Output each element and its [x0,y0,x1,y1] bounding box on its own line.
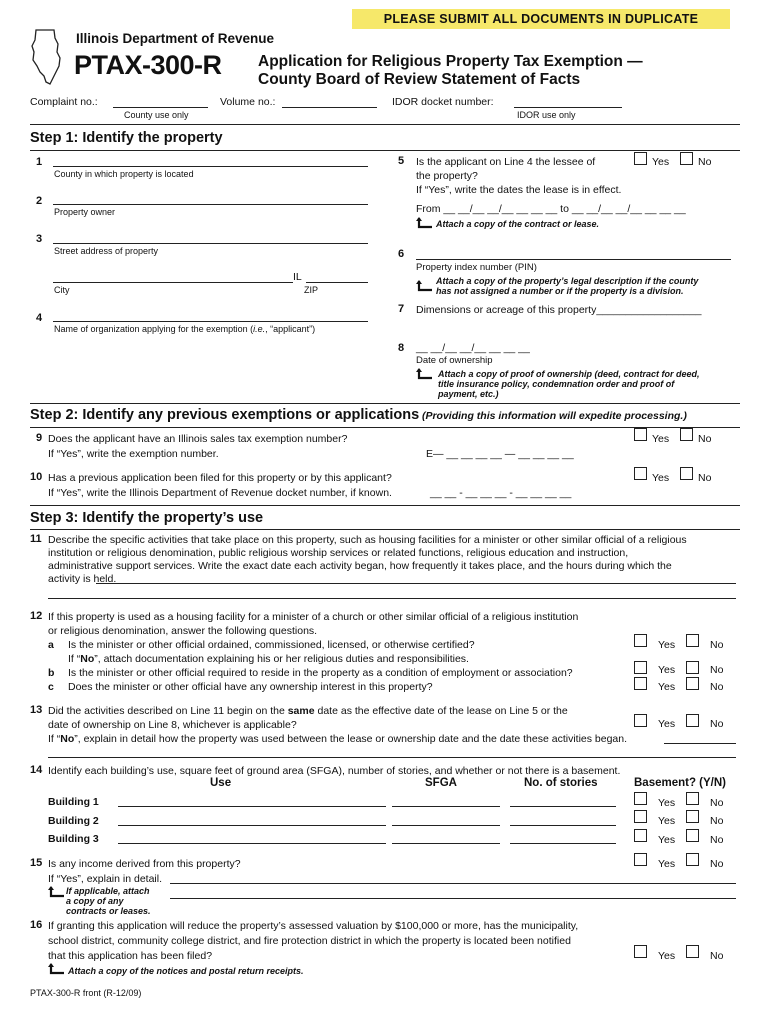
line-number-13: 13 [30,704,43,716]
building-2-no-checkbox[interactable] [686,810,699,823]
ownership-date-caption: Date of ownership [416,355,493,366]
q9-no-checkbox[interactable] [680,428,693,441]
line-number-14: 14 [30,764,43,776]
ownership-date-field[interactable]: __ __/__ __/__ __ __ __ [416,342,530,354]
q13-no-checkbox[interactable] [686,714,699,727]
q12c-no-label: No [710,681,724,693]
state-il: IL [293,271,302,283]
q15-attach-note-3: contracts or leases. [66,906,151,916]
building-1-use-field[interactable] [118,806,386,807]
q12b-yes-label: Yes [658,664,676,676]
q12a-sub-text: If “No”, attach documentation explaining his or her religious duties and responsibilities. [68,653,469,665]
q8-attach-note-1: Attach a copy of proof of ownership (deed, contract for deed, [438,369,700,379]
attach-arrow-icon [416,368,434,382]
line-number-11: 11 [30,533,42,545]
line-number-15: 15 [30,857,43,869]
q16-no-checkbox[interactable] [686,945,699,958]
building-3-sfga-field[interactable] [392,843,500,844]
q5-yes-label: Yes [652,156,670,168]
building-2-yes-label: Yes [658,815,676,827]
q11-text-1: Describe the specific activities that take place on this property, such as housing facilities for a minister or other similar official of a religious [48,534,687,546]
organization-name-field[interactable] [53,321,368,322]
lease-dates-field[interactable]: From __ __/__ __/__ __ __ __ to __ __/__ __/__ __ __ __ [416,203,686,215]
q9-yes-label: Yes [652,433,670,445]
q12a-no-checkbox[interactable] [686,634,699,647]
q13-explain-field-2[interactable] [48,757,736,758]
county-caption: County in which property is located [54,169,194,179]
income-explain-field-2[interactable] [170,898,736,899]
building-3-label: Building 3 [48,833,99,845]
q9-text: Does the applicant have an Illinois sales tax exemption number? [48,433,348,445]
building-2-yes-checkbox[interactable] [634,810,647,823]
q8-attach-note-3: payment, etc.) [438,389,499,399]
q12c-text: Does the minister or other official have any ownership interest in this property? [68,681,433,693]
building-3-yes-label: Yes [658,834,676,846]
attach-arrow-icon [416,217,434,231]
attach-arrow-icon [48,963,66,977]
q10-sub-text: If “Yes”, write the Illinois Department of Revenue docket number, if known. [48,487,392,499]
q12a-text: Is the minister or other official ordained, commissioned, licensed, or otherwise certified? [68,639,475,651]
step2-heading [30,407,687,423]
step3-title: Step 3: Identify the property’s use [30,510,264,526]
building-2-sfga-field[interactable] [392,825,500,826]
complaint-label: Complaint no.: [30,96,98,108]
q12c-letter: c [48,681,54,693]
q11-text-3: administrative support services. Write the exact date each activity began, how frequently it takes place, and the hours during which the [48,560,672,572]
q12a-letter: a [48,639,54,651]
attach-arrow-icon [48,886,66,900]
q12b-no-checkbox[interactable] [686,661,699,674]
exemption-number-field[interactable]: E— __ __ __ __ — __ __ __ __ [426,448,574,460]
step1-title: Step 1: Identify the property [30,130,223,146]
pin-attach-note-1: Attach a copy of the property’s legal description if the county [436,276,699,286]
building-3-yes-checkbox[interactable] [634,829,647,842]
line-number-4: 4 [36,312,43,324]
attach-arrow-icon [416,280,434,294]
agency-name: Illinois Department of Revenue [76,31,275,46]
illinois-state-outline-icon [30,28,64,86]
pin-caption: Property index number (PIN) [416,262,537,273]
line-number-5: 5 [398,155,405,167]
pin-field[interactable] [416,259,731,260]
q12b-letter: b [48,667,55,679]
idor-docket-field[interactable] [514,107,622,108]
q5-attach-note: Attach a copy of the contract or lease. [436,219,600,229]
q5-text-2: the property? [416,170,478,182]
q10-no-checkbox[interactable] [680,467,693,480]
line-number-1: 1 [36,156,43,168]
q15-attach-note-2: a copy of any [66,896,124,906]
q12c-yes-label: Yes [658,681,676,693]
step2-note: (Providing this information will expedite processing.) [421,410,687,422]
q9-yes-checkbox[interactable] [634,428,647,441]
line-number-9: 9 [36,432,43,444]
form-footer: PTAX-300-R front (R-12/09) [30,988,142,998]
line-number-10: 10 [30,471,43,483]
q13-yes-checkbox[interactable] [634,714,647,727]
q10-no-label: No [698,472,712,484]
step2-title: Step 2: Identify any previous exemptions or applications [30,407,420,423]
form-title-line1: Application for Religious Property Tax Exemption — [258,53,643,70]
col-use-header: Use [210,777,232,789]
building-1-sfga-field[interactable] [392,806,500,807]
building-2-label: Building 2 [48,815,99,827]
q12c-no-checkbox[interactable] [686,677,699,690]
q13-text-2: date of ownership on Line 8, whichever is applicable? [48,719,297,731]
q12b-text: Is the minister or other official required to reside in the property as a condition of employment or association? [68,667,573,679]
building-3-no-label: No [710,834,724,846]
col-basement-header: Basement? (Y/N) [634,777,727,789]
q15-yes-label: Yes [658,858,676,870]
q9-no-label: No [698,433,712,445]
q13-no-label: No [710,718,724,730]
building-2-use-field[interactable] [118,825,386,826]
form-id: PTAX-300-R [74,50,222,80]
building-1-yes-checkbox[interactable] [634,792,647,805]
q5-text-1: Is the applicant on Line 4 the lessee of [416,156,596,168]
q15-yes-checkbox[interactable] [634,853,647,866]
q13-text-1: Did the activities described on Line 11 begin on the same date as the effective date of the lease on Line 5 or the [48,705,568,717]
building-1-no-checkbox[interactable] [686,792,699,805]
q16-text-3: that this application has been filed? [48,950,213,962]
q12b-no-label: No [710,664,724,676]
idor-docket-label: IDOR docket number: [392,96,494,108]
street-address-field[interactable] [53,243,368,244]
q5-no-checkbox[interactable] [680,152,693,165]
q5-yes-checkbox[interactable] [634,152,647,165]
dimensions-field[interactable]: Dimensions or acreage of this property__________________ [416,304,702,316]
col-stories-header: No. of stories [524,777,598,789]
duplicate-banner: PLEASE SUBMIT ALL DOCUMENTS IN DUPLICATE [352,9,730,29]
property-owner-caption: Property owner [54,207,116,217]
complaint-number-field[interactable] [113,107,208,108]
q8-attach-note-2: title insurance policy, condemnation order and proof of [438,379,675,389]
building-1-no-label: No [710,797,724,809]
organization-caption: Name of organization applying for the exemption (i.e., “applicant”) [54,324,316,334]
activities-field-line-1[interactable] [96,583,736,584]
line-number-3: 3 [36,233,43,245]
q16-no-label: No [710,950,724,962]
zip-field[interactable] [306,282,368,283]
q5-text-3: If “Yes”, write the dates the lease is in effect. [416,184,622,196]
q16-yes-label: Yes [658,950,676,962]
q15-no-label: No [710,858,724,870]
q12-text-2: or religious denomination, answer the following questions. [48,625,318,637]
building-1-stories-field[interactable] [510,806,616,807]
building-1-label: Building 1 [48,796,99,808]
form-title-line2: County Board of Review Statement of Facts [258,71,581,88]
q13-yes-label: Yes [658,718,676,730]
line-number-6: 6 [398,248,405,260]
q12c-yes-checkbox[interactable] [634,677,647,690]
q15-attach-note-1: If applicable, attach [66,886,150,896]
q16-yes-checkbox[interactable] [634,945,647,958]
line-number-12: 12 [30,610,43,622]
city-caption: City [54,285,70,295]
building-1-yes-label: Yes [658,797,676,809]
line-number-16: 16 [30,919,43,931]
q5-no-label: No [698,156,712,168]
building-2-stories-field[interactable] [510,825,616,826]
city-field[interactable] [53,282,293,283]
line-number-8: 8 [398,342,405,354]
q16-text-2: school district, community college district, and fire protection district in which the property is located been notified [48,935,571,947]
q12-text-1: If this property is used as a housing facility for a minister of a church or other similar official of a religious institution [48,611,579,623]
q10-yes-label: Yes [652,472,670,484]
q13-text-3: If “No”, explain in detail how the property was used between the lease or ownership date and the date these activities began. [48,733,628,745]
q16-attach-note: Attach a copy of the notices and postal return receipts. [68,966,304,976]
county-use-caption: County use only [124,110,189,120]
q12a-no-label: No [710,639,724,651]
building-3-use-field[interactable] [118,843,386,844]
q12b-yes-checkbox[interactable] [634,661,647,674]
col-sfga-header: SFGA [425,777,457,789]
q11-text-2: institution or religious denomination, public religious worship services or related functions, religious education and instruction, [48,547,629,559]
q15-sub-text: If “Yes”, explain in detail. [48,873,163,885]
q14-text: Identify each building’s use, square feet of ground area (SFGA), number of stories, and whether or not there is a basement. [48,765,621,777]
q16-text-1: If granting this application will reduce the property’s assessed valuation by $100,000 or more, has the municipality, [48,920,579,932]
q15-no-checkbox[interactable] [686,853,699,866]
volume-label: Volume no.: [220,96,276,108]
q12a-yes-label: Yes [658,639,676,651]
building-2-no-label: No [710,815,724,827]
street-address-caption: Street address of property [54,246,159,256]
activities-field-line-2[interactable] [48,598,736,599]
line-number-2: 2 [36,195,43,207]
line-number-7: 7 [398,303,405,315]
q13-explain-field-1[interactable] [664,743,736,744]
q12a-yes-checkbox[interactable] [634,634,647,647]
q15-text: Is any income derived from this property? [48,858,241,870]
q10-yes-checkbox[interactable] [634,467,647,480]
volume-number-field[interactable] [282,107,377,108]
building-3-no-checkbox[interactable] [686,829,699,842]
q10-text: Has a previous application been filed for this property or by this applicant? [48,472,392,484]
pin-attach-note-2: has not assigned a number or if the property is a division. [436,286,684,296]
docket-number-field[interactable]: __ __ - __ __ __ - __ __ __ __ [430,487,572,499]
building-3-stories-field[interactable] [510,843,616,844]
income-explain-field-1[interactable] [170,883,736,884]
q9-sub-text: If “Yes”, write the exemption number. [48,448,219,460]
county-field[interactable] [53,166,368,167]
property-owner-field[interactable] [53,204,368,205]
zip-caption: ZIP [304,285,319,295]
q11-text-4: activity is held. [48,573,117,585]
idor-use-caption: IDOR use only [517,110,576,120]
